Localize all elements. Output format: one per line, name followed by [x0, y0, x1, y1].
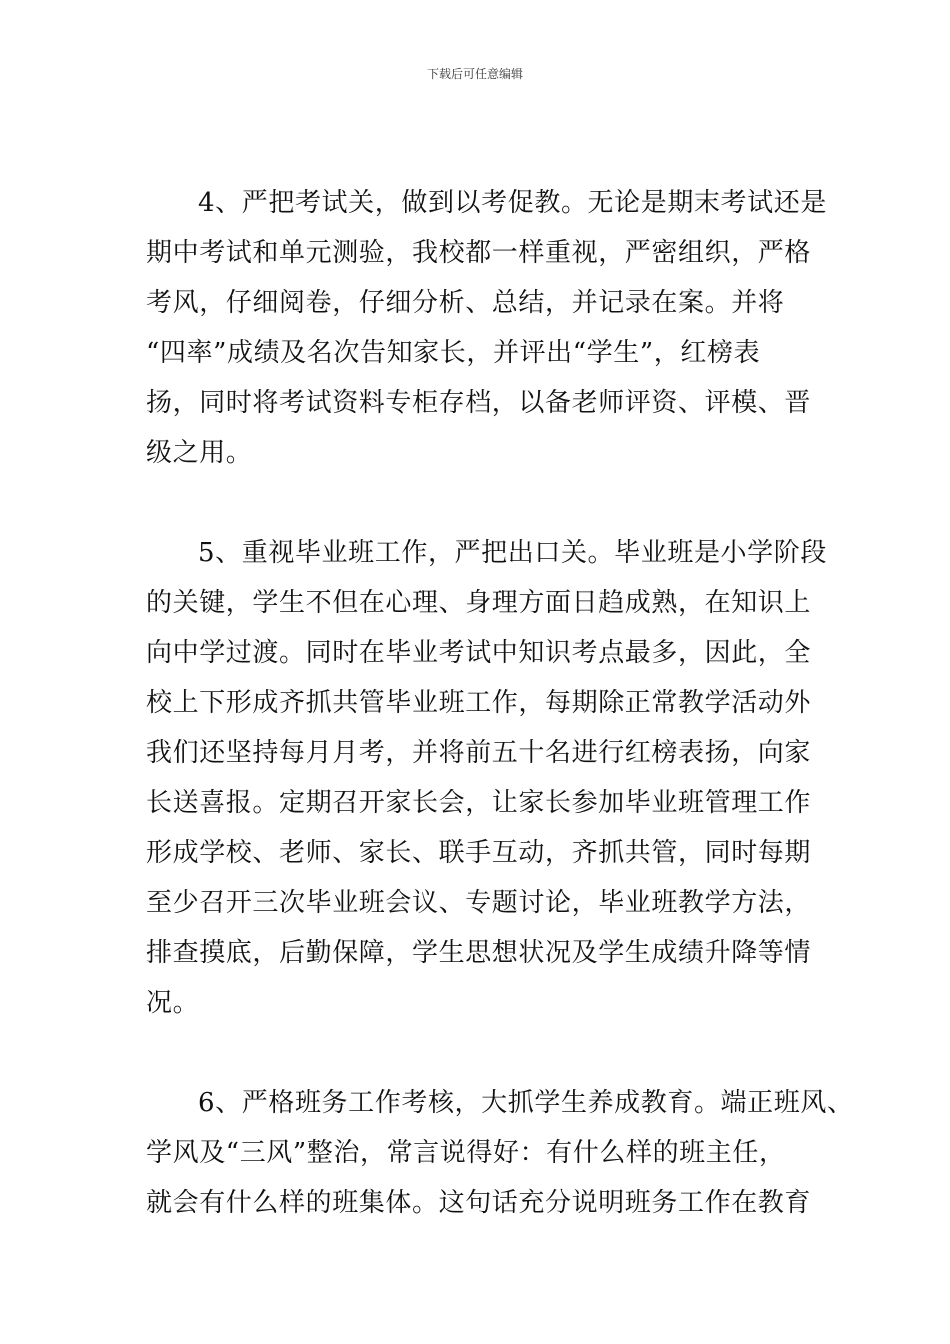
- paragraph-line: 级之用。: [146, 438, 253, 468]
- paragraph-line: 扬，同时将考试资料专柜存档，以备老师评资、评模、晋: [146, 388, 812, 418]
- document-body: [146, 178, 854, 1228]
- paragraph-line: 校上下形成齐抓共管毕业班工作，每期除正常教学活动外: [146, 688, 812, 718]
- paragraph-line: 6、严格班务工作考核，大抓学生养成教育。端正班风、: [198, 1088, 854, 1118]
- paragraph-line: 我们还坚持每月月考，并将前五十名进行红榜表扬，向家: [146, 738, 812, 768]
- paragraph-line: “四率”成绩及名次告知家长，并评出“学生”，红榜表: [146, 338, 761, 368]
- paragraph-line: 向中学过渡。同时在毕业考试中知识考点最多，因此，全: [146, 638, 812, 668]
- paragraph-6: [146, 1078, 854, 1228]
- paragraph-line: 至少召开三次毕业班会议、专题讨论，毕业班教学方法，: [146, 888, 812, 918]
- paragraph-line: 4、严把考试关，做到以考促教。无论是期末考试还是: [198, 188, 827, 218]
- paragraph-line: 长送喜报。定期召开家长会，让家长参加毕业班管理工作: [146, 788, 812, 818]
- paragraph-line: 就会有什么样的班集体。这句话充分说明班务工作在教育: [146, 1188, 812, 1218]
- paragraph-line: 考风，仔细阅卷，仔细分析、总结，并记录在案。并将: [146, 288, 785, 318]
- paragraph-5: [146, 528, 827, 1028]
- paragraph-line: 期中考试和单元测验，我校都一样重视，严密组织，严格: [146, 238, 812, 268]
- paragraph-line: 况。: [146, 988, 200, 1018]
- paragraph-line: 学风及“三风”整治，常言说得好：有什么样的班主任，: [146, 1138, 786, 1168]
- paragraph-4: [146, 178, 827, 478]
- paragraph-line: 的关键，学生不但在心理、身理方面日趋成熟，在知识上: [146, 588, 812, 618]
- paragraph-line: 5、重视毕业班工作，严把出口关。毕业班是小学阶段: [198, 538, 827, 568]
- paragraph-line: 排查摸底，后勤保障，学生思想状况及学生成绩升降等情: [146, 938, 812, 968]
- page-header: 下载后可任意编辑: [426, 67, 523, 81]
- paragraph-line: 形成学校、老师、家长、联手互动，齐抓共管，同时每期: [146, 838, 812, 868]
